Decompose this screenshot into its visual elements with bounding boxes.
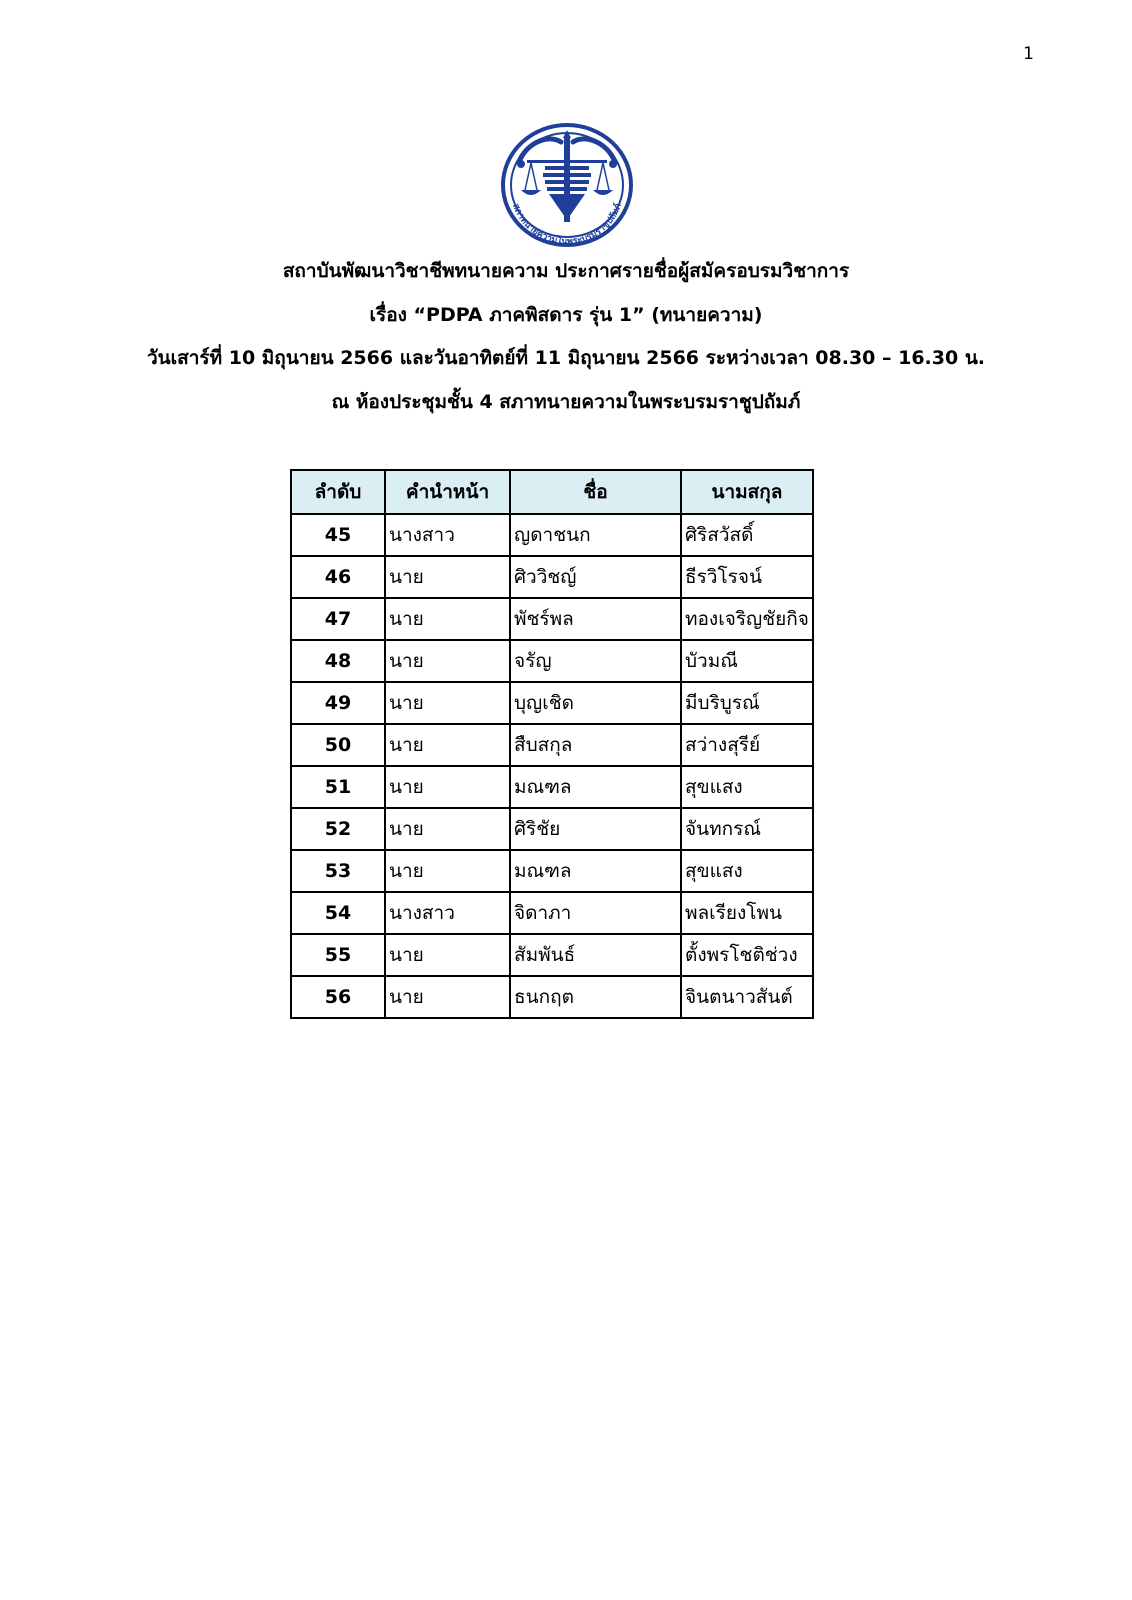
order-cell: 47 <box>291 598 385 640</box>
order-cell: 52 <box>291 808 385 850</box>
table-row <box>291 514 813 556</box>
last-name-cell: จินตนาวสันต์ <box>681 976 813 1018</box>
last-name-cell: บัวมณี <box>681 640 813 682</box>
table-row <box>291 724 813 766</box>
order-cell: 46 <box>291 556 385 598</box>
table-row <box>291 892 813 934</box>
table-row <box>291 640 813 682</box>
first-name-cell: สืบสกุล <box>510 724 681 766</box>
first-name-cell: จิดาภา <box>510 892 681 934</box>
table-header-row <box>291 470 813 514</box>
last-name-cell: สุขแสง <box>681 766 813 808</box>
title-cell: นาย <box>385 976 510 1018</box>
first-name-cell: บุญเชิด <box>510 682 681 724</box>
order-cell: 56 <box>291 976 385 1018</box>
order-cell: 50 <box>291 724 385 766</box>
first-name-cell: ญดาชนก <box>510 514 681 556</box>
title-cell: นางสาว <box>385 514 510 556</box>
last-name-cell: มีบริบูรณ์ <box>681 682 813 724</box>
last-name-cell: ทองเจริญชัยกิจ <box>681 598 813 640</box>
first-name-cell: ศิริชัย <box>510 808 681 850</box>
heading-institute-announcement: สถาบันพัฒนาวิชาชีพทนายความ ประกาศรายชื่อผู้สมัครอบรมวิชาการ <box>282 260 850 282</box>
table-row <box>291 976 813 1018</box>
column-header-title: คำนำหน้า <box>385 470 510 514</box>
last-name-cell: จันทกรณ์ <box>681 808 813 850</box>
column-header-last-name: นามสกุล <box>681 470 813 514</box>
order-cell: 45 <box>291 514 385 556</box>
lawyers-council-seal-logo <box>497 120 637 250</box>
order-cell: 51 <box>291 766 385 808</box>
page-number: 1 <box>1023 44 1034 64</box>
column-header-first-name: ชื่อ <box>510 470 681 514</box>
table-row <box>291 934 813 976</box>
heading-venue: ณ ห้องประชุมชั้น 4 สภาทนายความในพระบรมราชูปถัมภ์ <box>331 391 801 413</box>
title-cell: นาย <box>385 598 510 640</box>
last-name-cell: สุขแสง <box>681 850 813 892</box>
order-cell: 54 <box>291 892 385 934</box>
participant-roster-table <box>290 469 814 1019</box>
order-cell: 53 <box>291 850 385 892</box>
last-name-cell: พลเรียงโพน <box>681 892 813 934</box>
table-row <box>291 556 813 598</box>
first-name-cell: สัมพันธ์ <box>510 934 681 976</box>
first-name-cell: จรัญ <box>510 640 681 682</box>
order-cell: 55 <box>291 934 385 976</box>
table-row <box>291 682 813 724</box>
last-name-cell: ตั้งพรโชติช่วง <box>681 934 813 976</box>
table-row <box>291 766 813 808</box>
order-cell: 49 <box>291 682 385 724</box>
heading-course-title: เรื่อง “PDPA ภาคพิสดาร รุ่น 1” (ทนายความ) <box>369 304 763 326</box>
table-body <box>291 514 813 1018</box>
last-name-cell: ศิริสวัสดิ์ <box>681 514 813 556</box>
column-header-order: ลำดับ <box>291 470 385 514</box>
title-cell: นางสาว <box>385 892 510 934</box>
title-cell: นาย <box>385 850 510 892</box>
title-cell: นาย <box>385 682 510 724</box>
title-cell: นาย <box>385 808 510 850</box>
heading-schedule: วันเสาร์ที่ 10 มิถุนายน 2566 และวันอาทิตย์ที่ 11 มิถุนายน 2566 ระหว่างเวลา 08.30 – 16.30 น. <box>146 347 986 369</box>
table-row <box>291 598 813 640</box>
first-name-cell: มณฑล <box>510 766 681 808</box>
first-name-cell: พัชร์พล <box>510 598 681 640</box>
last-name-cell: ธีรวิโรจน์ <box>681 556 813 598</box>
order-cell: 48 <box>291 640 385 682</box>
title-cell: นาย <box>385 640 510 682</box>
first-name-cell: ธนกฤต <box>510 976 681 1018</box>
title-cell: นาย <box>385 766 510 808</box>
first-name-cell: ศิววิชญ์ <box>510 556 681 598</box>
first-name-cell: มณฑล <box>510 850 681 892</box>
title-cell: นาย <box>385 934 510 976</box>
table-row <box>291 850 813 892</box>
last-name-cell: สว่างสุรีย์ <box>681 724 813 766</box>
table-row <box>291 808 813 850</box>
title-cell: นาย <box>385 724 510 766</box>
title-cell: นาย <box>385 556 510 598</box>
seal-text: สภาทนายความในพระบรมราชูปถัมภ์ <box>510 202 624 248</box>
